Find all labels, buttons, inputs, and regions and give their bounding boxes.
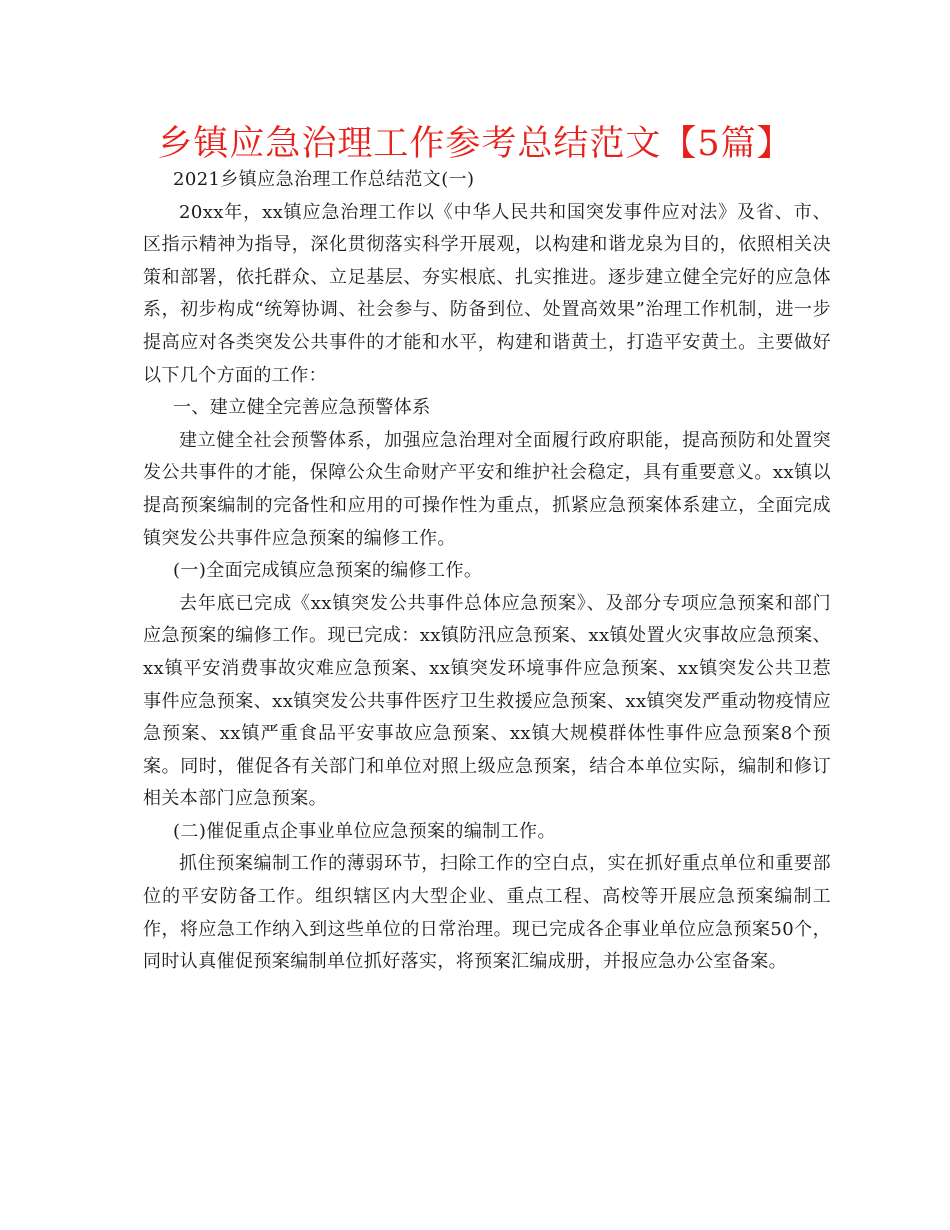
paragraph: 去年底已完成《xx镇突发公共事件总体应急预案》、及部分专项应急预案和部门应急预案的编修工作。现已完成：xx镇防汛应急预案、xx镇处置火灾事故应急预案、xx镇平安消费事故灾难应急预案、xx镇突发环境事件应急预案、xx镇突发公共卫惹事件应急预案、xx镇突发公共事件医疗卫生救援应急预案、xx镇突发严重动物疫情应急预案、xx镇严重食品平安事故应急预案、xx镇大规模群体性事件应急预案8个预案。同时，催促各有关部门和单位对照上级应急预案，结合本单位实际，编制和修订相关本部门应急预案。 bbox=[143, 592, 831, 810]
paragraph: 建立健全社会预警体系，加强应急治理对全面履行政府职能，提高预防和处置突发公共事件的才能，保障公众生命财产平安和维护社会稳定，具有重要意义。xx镇以提高预案编制的完备性和应用的可操作性为重点，抓紧应急预案体系建立，全面完成镇突发公共事件应急预案的编修工作。 bbox=[143, 429, 831, 549]
document-body bbox=[143, 164, 831, 979]
section-heading: 一、建立健全完善应急预警体系 bbox=[173, 397, 431, 419]
document-title: 乡镇应急治理工作参考总结范文【5篇】 bbox=[157, 124, 793, 164]
subsection-heading: (二)催促重点企事业单位应急预案的编制工作。 bbox=[173, 820, 556, 842]
subsection-heading: (一)全面完成镇应急预案的编修工作。 bbox=[173, 560, 483, 582]
paragraph: 20xx年，xx镇应急治理工作以《中华人民共和国突发事件应对法》及省、市、区指示精神为指导，深化贯彻落实科学开展观，以构建和谐龙泉为目的，依照相关决策和部署，依托群众、立足基层、夯实根底、扎实推进。逐步建立健全完好的应急体系，初步构成“统筹协调、社会参与、防备到位、处置高效果”治理工作机制，进一步提高应对各类突发公共事件的才能和水平，构建和谐黄土，打造平安黄土。主要做好以下几个方面的工作： bbox=[143, 201, 831, 386]
paragraph: 抓住预案编制工作的薄弱环节，扫除工作的空白点，实在抓好重点单位和重要部位的平安防备工作。组织辖区内大型企业、重点工程、高校等开展应急预案编制工作，将应急工作纳入到这些单位的日常治理。现已完成各企事业单位应急预案50个，同时认真催促预案编制单位抓好落实，将预案汇编成册，并报应急办公室备案。 bbox=[143, 853, 831, 973]
section-heading: 2021乡镇应急治理工作总结范文(一) bbox=[173, 169, 475, 190]
